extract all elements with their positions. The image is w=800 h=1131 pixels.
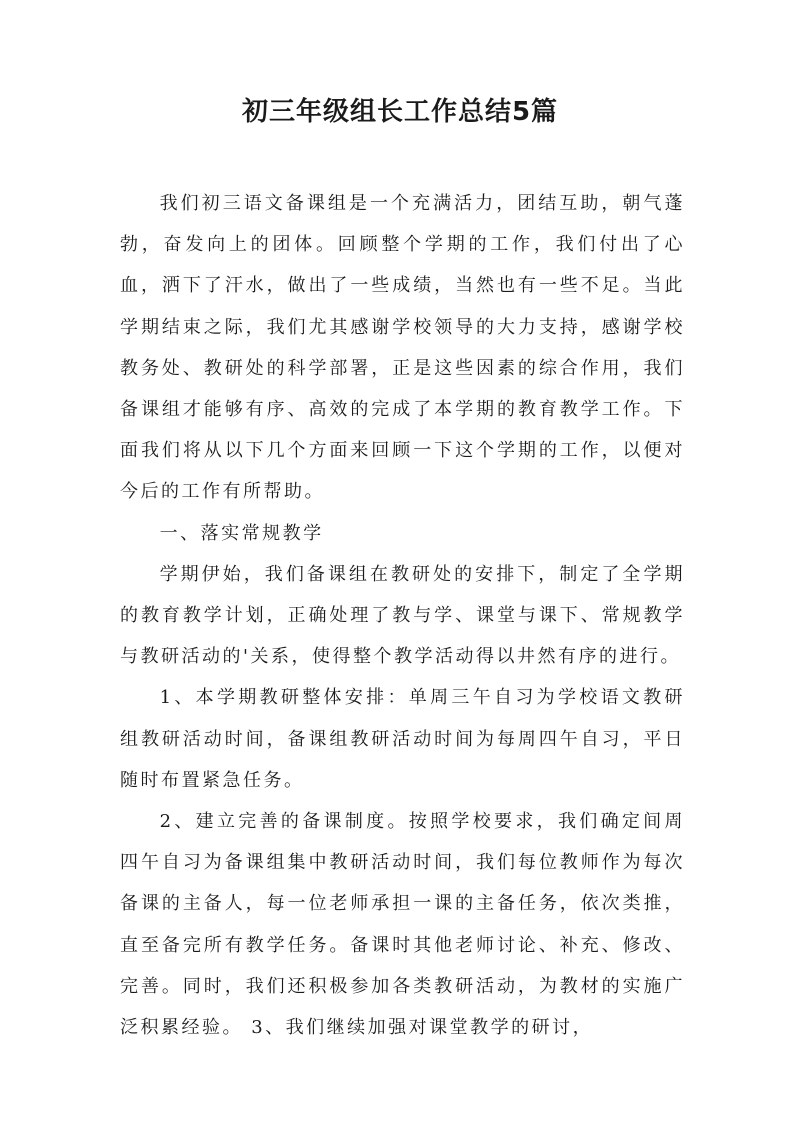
section-heading: 一、落实常规教学 [159,522,324,544]
paragraph-item-1: 1、本学期教研整体安排：单周三午自习为学校语文教研组教研活动时间，备课组教研活动时间为每周四午自习，平日随时布置紧急任务。 [120,687,685,791]
paragraph-item-2: 2、建立完善的备课制度。按照学校要求，我们确定间周四午自习为备课组集中教研活动时间，我们每位教师作为每次备课的主备人，每一位老师承担一课的主备任务，依次类推，直至备完所有教学任务。备课时其他老师讨论、补充、修改、完善。同时，我们还积极参加各类教研活动，为教材的实施广泛积累经验。 3、我们继续加强对课堂教学的研讨， [120,811,685,1039]
page-title: 初三年级组长工作总结5篇 [241,97,559,127]
document-body [120,183,685,1048]
paragraph-section-intro: 学期伊始，我们备课组在教研处的安排下，制定了全学期的教育教学计划，正确处理了教与学、课堂与课下、常规教学与教研活动的'关系，使得整个教学活动得以井然有序的进行。 [120,563,685,668]
paragraph-intro: 我们初三语文备课组是一个充满活力，团结互助，朝气蓬勃，奋发向上的团体。回顾整个学期的工作，我们付出了心血，洒下了汗水，做出了一些成绩，当然也有一些不足。当此学期结束之际，我们尤其感谢学校领导的大力支持，感谢学校教务处、教研处的科学部署，正是这些因素的综合作用，我们备课组才能够有序、高效的完成了本学期的教育教学工作。下面我们将从以下几个方面来回顾一下这个学期的工作，以便对今后的工作有所帮助。 [120,193,685,503]
